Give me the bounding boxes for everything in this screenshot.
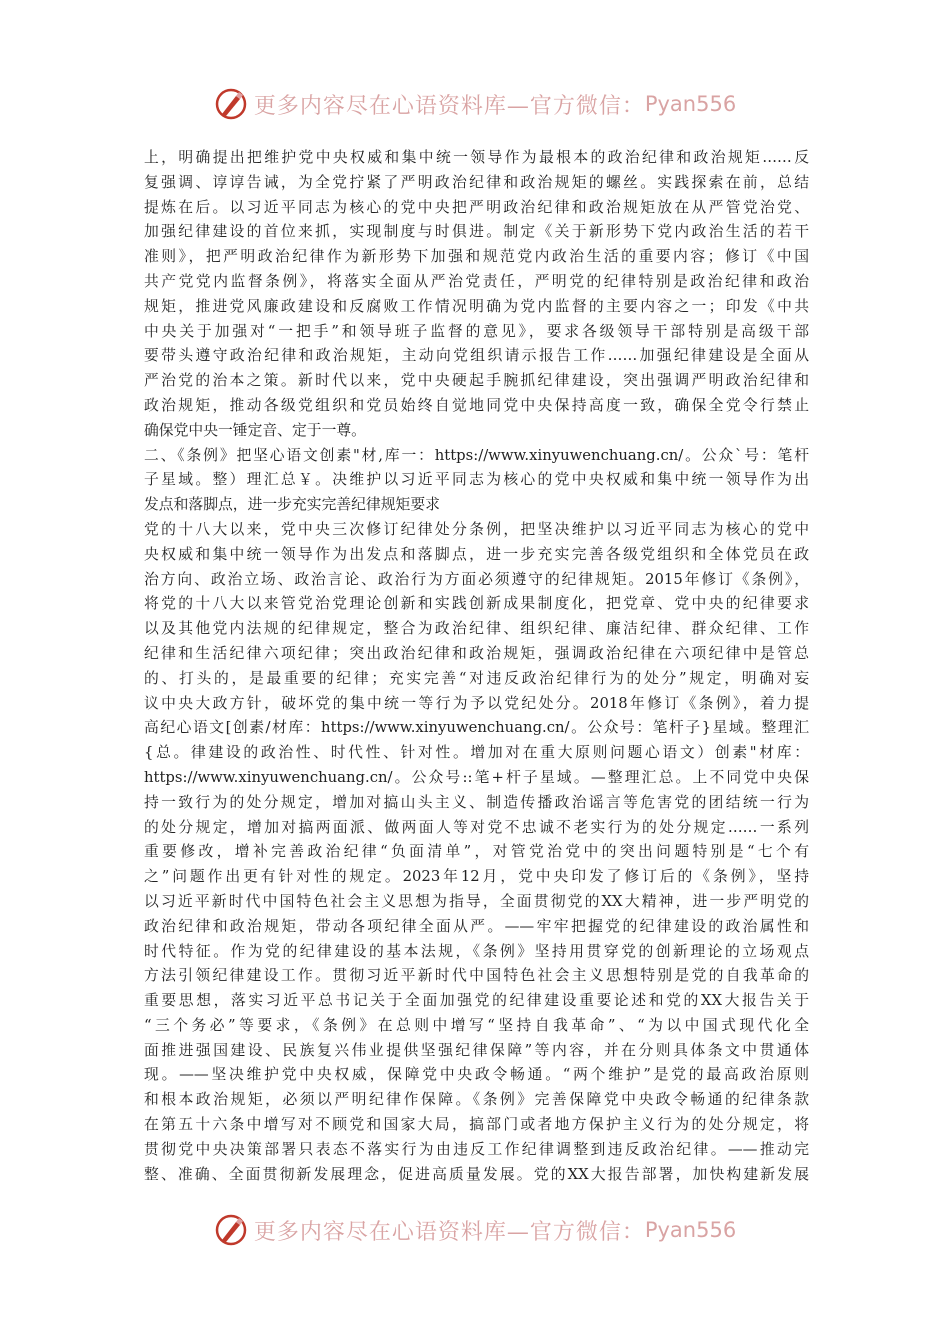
body-line: 重要思想，落实习近平总书记关于全面加强党的纪律建设重要论述和党的XX大报告关于	[144, 992, 809, 1010]
footer-watermark-banner	[0, 1210, 950, 1250]
body-line: 规矩，推进党风廉政建设和反腐败工作情况明确为党内监督的主要内容之一；印发《中共	[144, 297, 809, 315]
body-line: 以习近平新时代中国特色社会主义思想为指导，全面贯彻党的XX大精神，进一步严明党的	[144, 892, 809, 910]
body-line: 中央关于加强对“一把手”和领导班子监督的意见》，要求各级领导干部特别是高级干部	[144, 322, 809, 340]
header-watermark-banner	[0, 84, 950, 124]
body-line: 央权威和集中统一领导作为出发点和落脚点，进一步充实完善各级党组织和全体党员在政	[144, 545, 809, 563]
body-line: 方法引领纪律建设工作。贯彻习近平新时代中国特色社会主义思想特别是党的自我革命的	[144, 967, 809, 985]
body-line: 整、准确、全面贯彻新发展理念，促进高质量发展。党的XX大报告部署，加快构建新发展	[144, 1165, 809, 1183]
body-line: “三个务必”等要求，《条例》在总则中增写“坚持自我革命”、“为以中国式现代化全	[144, 1016, 809, 1034]
body-line: 在第五十六条中增写对不顾党和国家大局，搞部门或者地方保护主义行为的处分规定，将	[144, 1116, 809, 1134]
body-line: 议中央大政方针，破坏党的集中统一等行为予以党纪处分。2018年修订《条例》，着力提	[144, 694, 809, 712]
body-line: 共产党党内监督条例》，将落实全面从严治党责任，严明党的纪律特别是政治纪律和政治	[144, 272, 809, 290]
body-line: 上，明确提出把维护党中央权威和集中统一领导作为最根本的政治纪律和政治规矩……反	[144, 149, 809, 166]
body-line: 持一致行为的处分规定，增加对搞山头主义、制造传播政治谣言等危害党的团结统一行为	[144, 793, 809, 811]
header-banner-wechat-id: Pyan556	[644, 92, 737, 116]
section-heading-line: 子星域。整）理汇总￥。决维护以习近平同志为核心的党中央权威和集中统一领导作为出	[144, 471, 809, 489]
body-line: 之”问题作出更有针对性的规定。2023年12月，党中央印发了修订后的《条例》，坚持	[144, 868, 809, 886]
body-line: {总。律建设的政治性、时代性、针对性。增加对在重大原则问题心语文）创素"材库：	[144, 744, 809, 762]
body-line: 面推进强国建设、民族复兴伟业提供坚强纪律保障”等内容，并在分则具体条文中贯通体	[144, 1041, 809, 1059]
body-line: 将党的十八大以来管党治党理论创新和实践创新成果制度化，把党章、党中央的纪律要求	[144, 595, 809, 613]
pen-logo-icon	[214, 1213, 248, 1247]
body-line: 和根本政治规矩，必须以严明纪律作保障。《条例》完善保障党中央政令畅通的纪律条款	[144, 1091, 809, 1109]
body-line: 现。——坚决维护党中央权威，保障党中央政令畅通。“两个维护”是党的最高政治原则	[144, 1066, 809, 1084]
footer-banner-text: 更多内容尽在心语资料库—官方微信：	[253, 1219, 645, 1245]
footer-banner-wechat-id: Pyan556	[644, 1218, 737, 1242]
body-line: 确保党中央一锤定音、定于一尊。	[144, 421, 366, 439]
section-heading-line: 发点和落脚点，进一步充实完善纪律规矩要求	[144, 496, 440, 514]
body-line: 时代特征。作为党的纪律建设的基本法规，《条例》坚持用贯穿党的创新理论的立场观点	[144, 942, 809, 960]
body-line: https://www.xinyuwenchuang.cn/。公众号::笔+杆子星域。—整理汇总。上不同党中央保	[144, 768, 809, 786]
document-body	[144, 146, 809, 1187]
header-banner-text: 更多内容尽在心语资料库—官方微信：	[253, 93, 645, 119]
body-line: 的、打头的，是最重要的纪律；充实完善“对违反政治纪律行为的处分”规定，明确对妄	[144, 669, 809, 687]
body-line: 党的十八大以来，党中央三次修订纪律处分条例，把坚决维护以习近平同志为核心的党中	[144, 520, 809, 538]
body-line: 政治规矩，推动各级党组织和党员始终自觉地同党中央保持高度一致，确保全党令行禁止	[144, 396, 809, 414]
body-line: 复强调、谆谆告诫，为全党拧紧了严明政治纪律和政治规矩的螺丝。实践探索在前，总结	[144, 173, 809, 191]
body-line: 提炼在后。以习近平同志为核心的党中央把严明政治纪律和政治规矩放在从严管党治党、	[144, 198, 809, 216]
body-line: 贯彻党中央决策部署只表态不落实行为由违反工作纪律调整到违反政治纪律。——推动完	[144, 1140, 809, 1158]
body-line: 重要修改，增补完善政治纪律“负面清单”，对管党治党中的突出问题特别是“七个有	[144, 843, 809, 861]
pen-logo-icon	[214, 87, 248, 121]
body-line: 严治党的治本之策。新时代以来，党中央硬起手腕抓纪律建设，突出强调严明政治纪律和	[144, 372, 809, 390]
body-line: 纪律和生活纪律六项纪律；突出政治纪律和政治规矩，强调政治纪律在六项纪律中是管总	[144, 644, 809, 662]
section-heading-line: 二、《条例》把坚心语文创素"材,库一：https://www.xinyuwenchuang.cn/。公众`号：笔杆	[144, 446, 809, 464]
body-line: 的处分规定，增加对搞两面派、做两面人等对党不忠诚不老实行为的处分规定……一系列	[144, 818, 809, 836]
body-line: 以及其他党内法规的纪律规定，整合为政治纪律、组织纪律、廉洁纪律、群众纪律、工作	[144, 620, 809, 638]
body-line: 加强纪律建设的首位来抓，实现制度与时俱进。制定《关于新形势下党内政治生活的若干	[144, 223, 809, 241]
body-line: 治方向、政治立场、政治言论、政治行为方面必须遵守的纪律规矩。2015年修订《条例》，	[144, 570, 809, 588]
body-line: 要带头遵守政治纪律和政治规矩，主动向党组织请示报告工作……加强纪律建设是全面从	[144, 347, 809, 365]
body-line: 准则》，把严明政治纪律作为新形势下加强和规范党内政治生活的重要内容；修订《中国	[144, 248, 809, 266]
body-line: 高纪心语文[创素/材库：https://www.xinyuwenchuang.cn/。公众号：笔杆子}星域。整理汇	[144, 719, 809, 737]
body-line: 政治纪律和政治规矩，带动各项纪律全面从严。——牢牢把握党的纪律建设的政治属性和	[144, 917, 809, 935]
